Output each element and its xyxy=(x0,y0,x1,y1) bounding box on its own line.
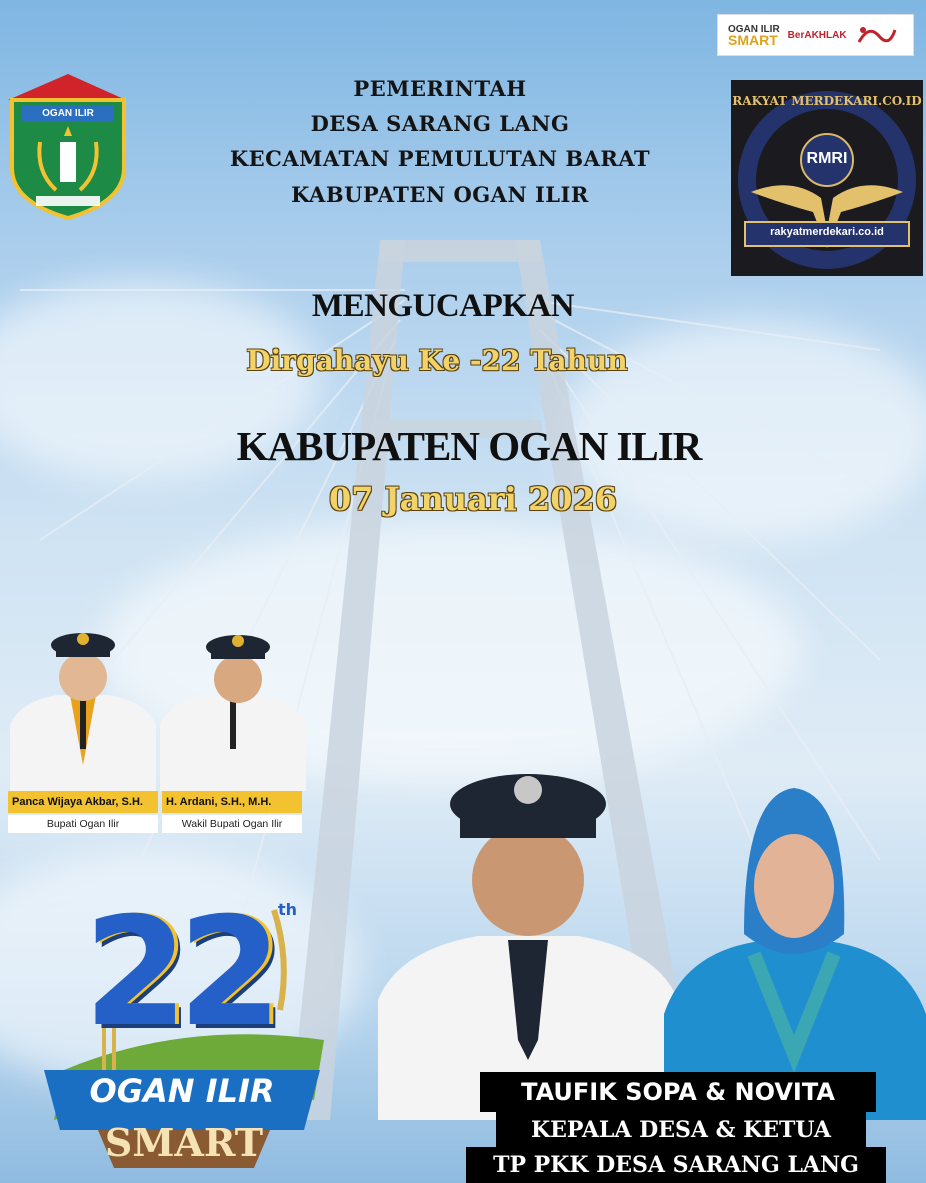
village-head-photo xyxy=(378,740,678,1120)
wakil-bupati-figure xyxy=(160,615,306,791)
pkk-chair-photo xyxy=(664,774,926,1120)
header-regency: KABUPATEN OGAN ILIR xyxy=(291,182,589,207)
bupati-role: Bupati Ogan Ilir xyxy=(8,815,158,833)
berakhlak-logo xyxy=(788,30,847,41)
official-photo-bupati xyxy=(10,615,156,791)
partner-ogan-ilir-text: OGAN ILIR xyxy=(728,24,780,35)
pkk-chair-figure xyxy=(664,774,926,1120)
village-caption-names: TAUFIK SOPA & NOVITA xyxy=(480,1072,876,1112)
header-government: PEMERINTAH xyxy=(353,76,527,101)
bangga-melayani-icon xyxy=(855,22,897,48)
anniversary-suffix: th xyxy=(278,900,298,919)
media-badge-text: RMRI xyxy=(806,150,848,167)
anniversary-22-logo xyxy=(34,886,334,1170)
greeting-date: 07 Januari 2026 xyxy=(328,480,618,518)
media-ribbon-text: rakyatmerdekari.co.id xyxy=(770,226,884,238)
rakyat-merdekari-logo xyxy=(731,80,923,276)
village-caption-org: TP PKK DESA SARANG LANG xyxy=(466,1147,886,1183)
ogan-ilir-smart-logo xyxy=(728,24,780,46)
anniversary-number: 22 xyxy=(83,886,273,1060)
partner-smart-text: SMART xyxy=(728,32,778,48)
regency-shield-icon xyxy=(6,72,130,220)
ogan-ilir-regency-logo xyxy=(6,72,130,224)
regency-logo-banner: OGAN ILIR xyxy=(42,108,94,119)
wakil-bupati-name: H. Ardani, S.H., M.H. xyxy=(162,791,302,813)
village-caption-roles: KEPALA DESA & KETUA xyxy=(496,1111,866,1149)
header-district: KECAMATAN PEMULUTAN BARAT xyxy=(229,146,651,171)
bupati-figure xyxy=(10,615,156,791)
eagle-emblem-icon xyxy=(731,80,923,276)
anniversary-smart: SMART xyxy=(104,1120,264,1165)
header-village: DESA SARANG LANG xyxy=(310,111,570,136)
official-photo-wakil-bupati xyxy=(160,615,306,791)
bupati-name: Panca Wijaya Akbar, S.H. xyxy=(8,791,158,813)
village-head-figure xyxy=(378,740,678,1120)
wakil-bupati-role: Wakil Bupati Ogan Ilir xyxy=(162,815,302,833)
anniversary-ogan-ilir: OGAN ILIR xyxy=(89,1072,275,1110)
media-arc-text: RAKYAT MERDEKARI.CO.ID xyxy=(732,94,922,108)
berakhlak-text: BerAKHLAK xyxy=(787,29,847,41)
greeting-kabupaten: KABUPATEN OGAN ILIR xyxy=(236,423,702,469)
greeting-mengucapkan: MENGUCAPKAN xyxy=(311,288,575,324)
partner-logos xyxy=(717,14,914,56)
greeting-dirgahayu: Dirgahayu Ke -22 Tahun xyxy=(246,344,628,377)
